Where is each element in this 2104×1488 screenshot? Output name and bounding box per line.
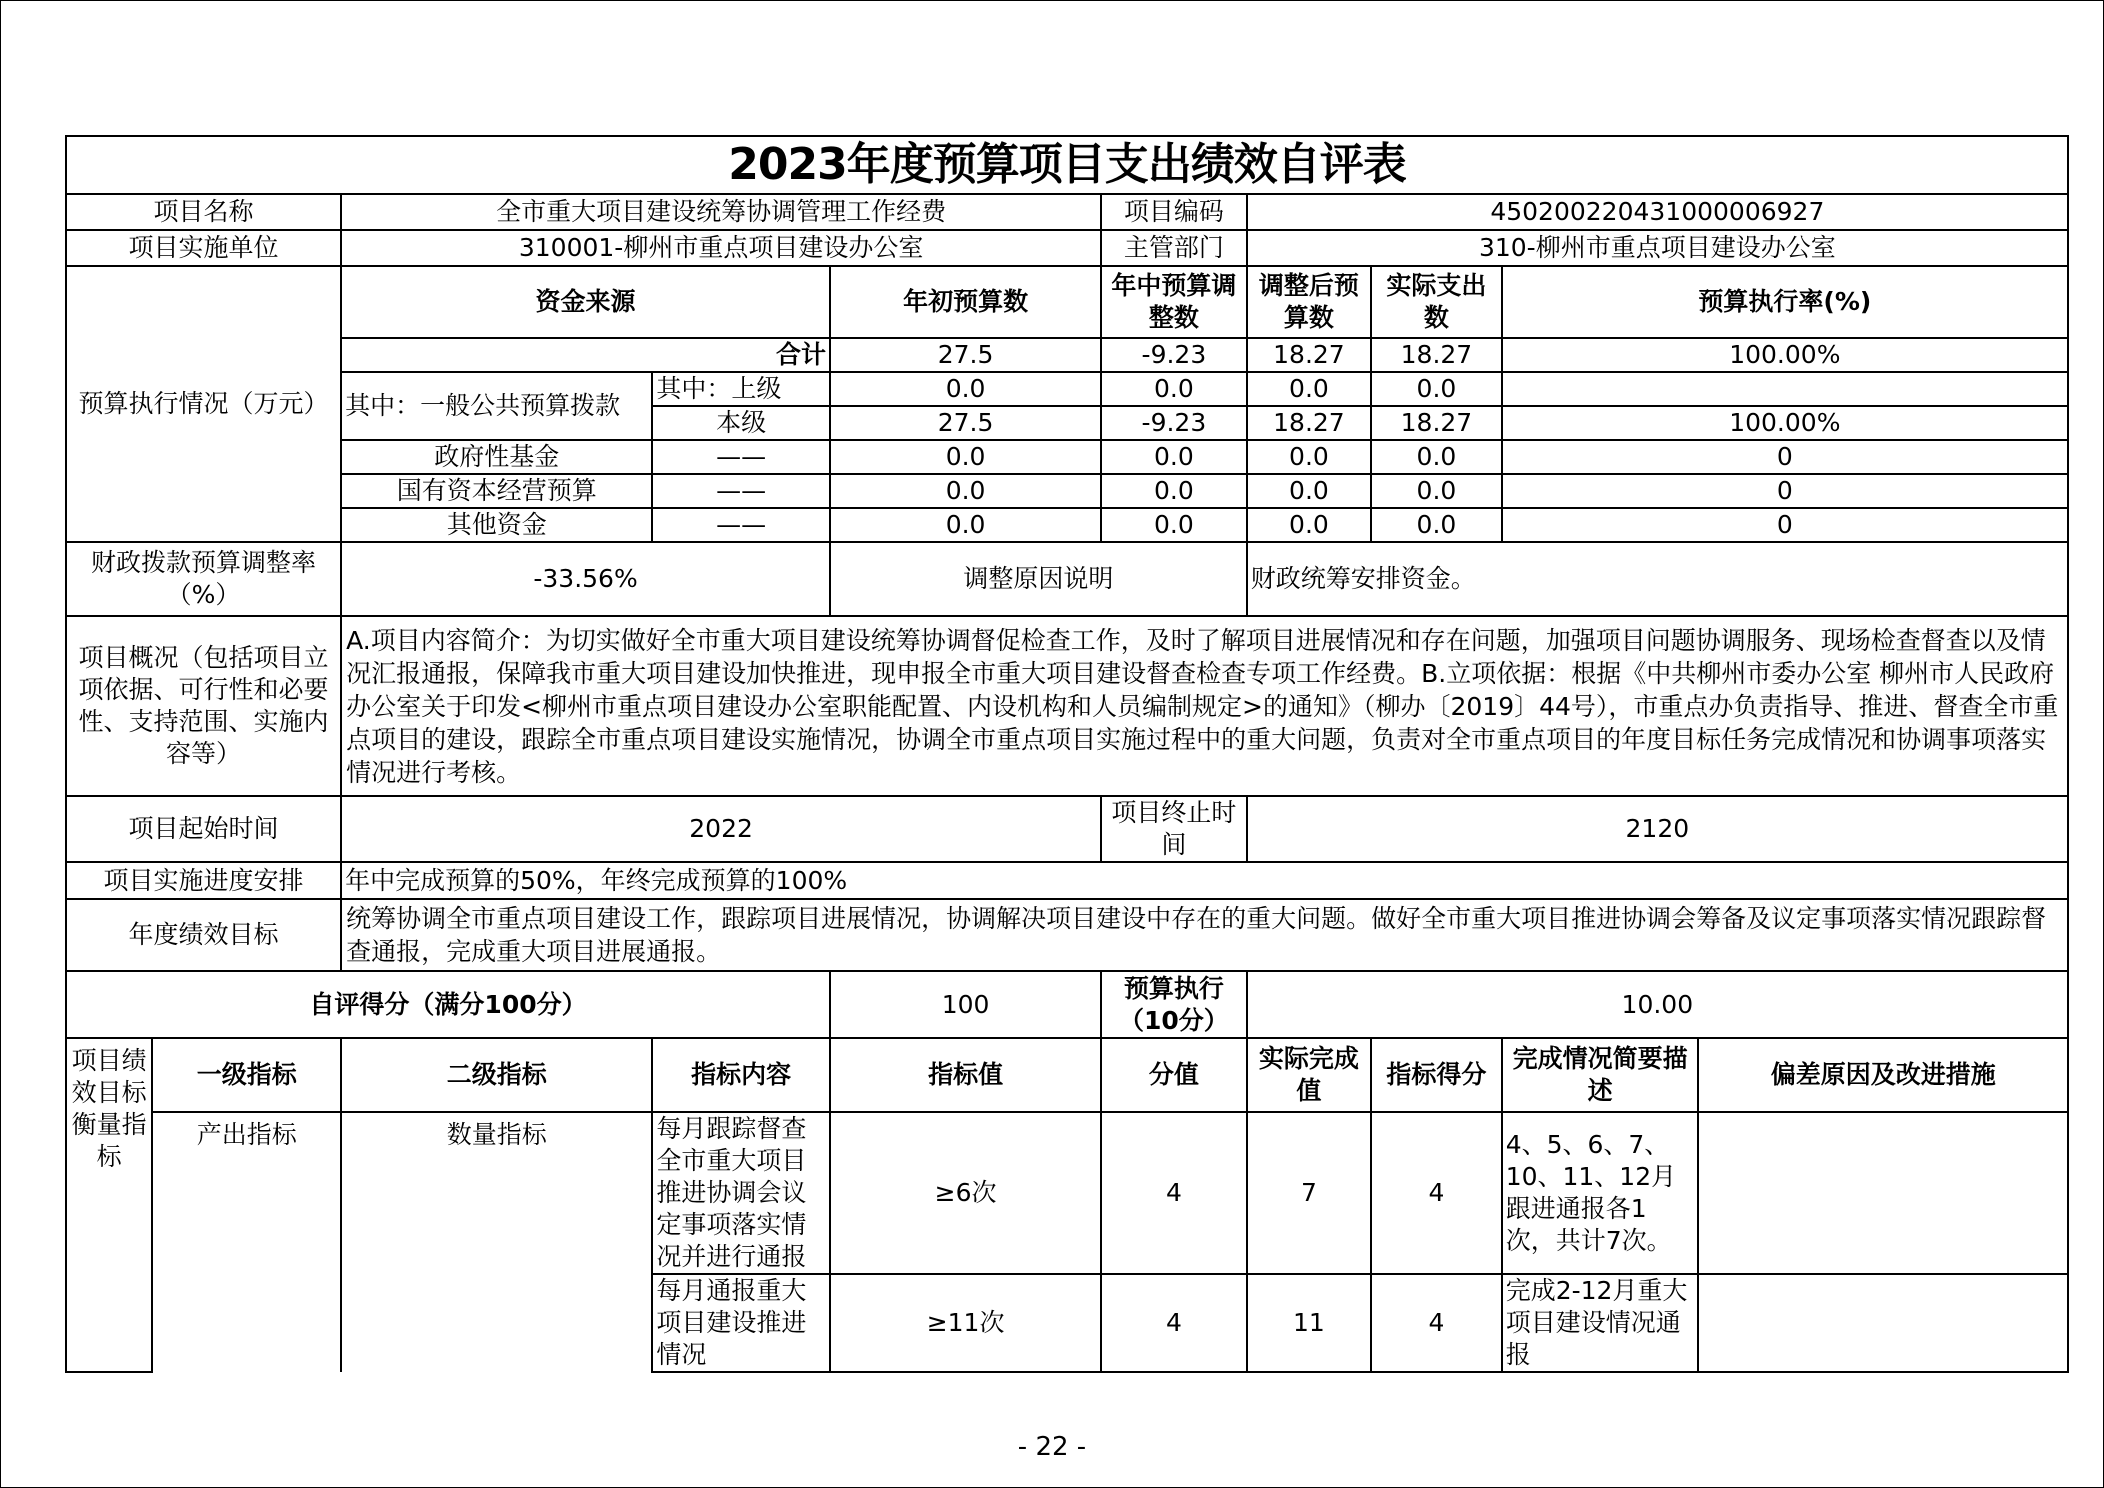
other-fund-initial: 0.0 [830, 508, 1101, 542]
project-code: 450200220431000006927 [1247, 194, 2068, 230]
project-unit-label: 项目实施单位 [66, 230, 341, 266]
state-capital-rate: 0 [1502, 474, 2068, 508]
indicator-summary: 完成2-12月重大项目建设情况通报 [1502, 1274, 1699, 1372]
gov-fund-dash: —— [652, 440, 830, 474]
header-value: 指标值 [830, 1038, 1101, 1112]
upper-adjusted: 0.0 [1247, 372, 1371, 406]
header-score: 指标得分 [1371, 1038, 1502, 1112]
header-deviation: 偏差原因及改进措施 [1698, 1038, 2068, 1112]
header-weight: 分值 [1101, 1038, 1247, 1112]
indicator-value: ≥6次 [830, 1112, 1101, 1274]
total-adjusted: 18.27 [1247, 338, 1371, 372]
gov-fund-adjusted: 0.0 [1247, 440, 1371, 474]
state-capital-initial: 0.0 [830, 474, 1101, 508]
gov-fund-rate: 0 [1502, 440, 2068, 474]
indicator-weight: 4 [1101, 1274, 1247, 1372]
local-rate: 100.00% [1502, 406, 2068, 440]
other-fund-label: 其他资金 [341, 508, 652, 542]
upper-mid-adjust: 0.0 [1101, 372, 1247, 406]
state-capital-label: 国有资本经营预算 [341, 474, 652, 508]
total-mid-adjust: -9.23 [1101, 338, 1247, 372]
project-name: 全市重大项目建设统筹协调管理工作经费 [341, 194, 1101, 230]
general-budget-label: 其中：一般公共预算拨款 [341, 372, 652, 440]
adjust-reason-label: 调整原因说明 [830, 542, 1247, 616]
project-code-label: 项目编码 [1101, 194, 1247, 230]
header-mid-adjust: 年中预算调整数 [1101, 266, 1247, 338]
header-source: 资金来源 [341, 266, 830, 338]
indicator-summary: 4、5、6、7、10、11、12月跟进通报各1次，共计7次。 [1502, 1112, 1699, 1274]
other-fund-adjusted: 0.0 [1247, 508, 1371, 542]
state-capital-mid-adjust: 0.0 [1101, 474, 1247, 508]
local-mid-adjust: -9.23 [1101, 406, 1247, 440]
adjust-rate-value: -33.56% [341, 542, 830, 616]
gov-fund-actual: 0.0 [1371, 440, 1502, 474]
indicator-section-label: 项目绩效目标衡量指标 [66, 1038, 152, 1372]
header-level1: 一级指标 [152, 1038, 341, 1112]
progress-text: 年中完成预算的50%，年终完成预算的100% [341, 862, 2068, 899]
gov-fund-initial: 0.0 [830, 440, 1101, 474]
state-capital-dash: —— [652, 474, 830, 508]
level2-indicator: 数量指标 [341, 1112, 652, 1372]
upper-initial: 0.0 [830, 372, 1101, 406]
indicator-deviation [1698, 1274, 2068, 1372]
end-time: 2120 [1247, 796, 2068, 862]
header-adjusted: 调整后预算数 [1247, 266, 1371, 338]
start-time-label: 项目起始时间 [66, 796, 341, 862]
other-fund-rate: 0 [1502, 508, 2068, 542]
state-capital-actual: 0.0 [1371, 474, 1502, 508]
local-actual: 18.27 [1371, 406, 1502, 440]
page-number: - 22 - [1017, 1432, 1087, 1462]
indicator-deviation [1698, 1112, 2068, 1274]
performance-table [65, 135, 2069, 1373]
other-fund-actual: 0.0 [1371, 508, 1502, 542]
local-initial: 27.5 [830, 406, 1101, 440]
indicator-score: 4 [1371, 1274, 1502, 1372]
goal-label: 年度绩效目标 [66, 899, 341, 971]
header-initial: 年初预算数 [830, 266, 1101, 338]
header-rate: 预算执行率(%) [1502, 266, 2068, 338]
indicator-value: ≥11次 [830, 1274, 1101, 1372]
progress-label: 项目实施进度安排 [66, 862, 341, 899]
budget-exec-label: 预算执行（10分） [1101, 971, 1247, 1038]
header-level2: 二级指标 [341, 1038, 652, 1112]
local-adjusted: 18.27 [1247, 406, 1371, 440]
header-content: 指标内容 [652, 1038, 830, 1112]
state-capital-adjusted: 0.0 [1247, 474, 1371, 508]
total-actual: 18.27 [1371, 338, 1502, 372]
self-score-label: 自评得分（满分100分） [66, 971, 830, 1038]
upper-actual: 0.0 [1371, 372, 1502, 406]
indicator-content: 每月跟踪督查全市重大项目推进协调会议定事项落实情况并进行通报 [652, 1112, 830, 1274]
indicator-weight: 4 [1101, 1112, 1247, 1274]
gov-fund-label: 政府性基金 [341, 440, 652, 474]
adjust-rate-label: 财政拨款预算调整率（%） [66, 542, 341, 616]
start-time: 2022 [341, 796, 1101, 862]
header-actual: 实际支出数 [1371, 266, 1502, 338]
header-summary: 完成情况简要描述 [1502, 1038, 1699, 1112]
budget-section-label: 预算执行情况（万元） [66, 266, 341, 542]
upper-label: 其中：上级 [652, 372, 830, 406]
header-actual-value: 实际完成值 [1247, 1038, 1371, 1112]
local-label: 本级 [652, 406, 830, 440]
level1-indicator: 产出指标 [152, 1112, 341, 1372]
page-title: 2023年度预算项目支出绩效自评表 [66, 136, 2068, 194]
self-score-value: 100 [830, 971, 1101, 1038]
budget-exec-value: 10.00 [1247, 971, 2068, 1038]
indicator-content: 每月通报重大项目建设推进情况 [652, 1274, 830, 1372]
overview-label: 项目概况（包括项目立项依据、可行性和必要性、支持范围、实施内容等） [66, 616, 341, 796]
total-label: 合计 [341, 338, 830, 372]
project-dept: 310-柳州市重点项目建设办公室 [1247, 230, 2068, 266]
adjust-reason: 财政统筹安排资金。 [1247, 542, 2068, 616]
indicator-score: 4 [1371, 1112, 1502, 1274]
other-fund-dash: —— [652, 508, 830, 542]
end-time-label: 项目终止时间 [1101, 796, 1247, 862]
upper-rate [1502, 372, 2068, 406]
gov-fund-mid-adjust: 0.0 [1101, 440, 1247, 474]
project-dept-label: 主管部门 [1101, 230, 1247, 266]
indicator-actual: 11 [1247, 1274, 1371, 1372]
project-name-label: 项目名称 [66, 194, 341, 230]
goal-text: 统筹协调全市重点项目建设工作，跟踪项目进展情况，协调解决项目建设中存在的重大问题。做好全市重大项目推进协调会筹备及议定事项落实情况跟踪督查通报，完成重大项目进展通报。 [341, 899, 2068, 971]
indicator-actual: 7 [1247, 1112, 1371, 1274]
project-unit: 310001-柳州市重点项目建设办公室 [341, 230, 1101, 266]
other-fund-mid-adjust: 0.0 [1101, 508, 1247, 542]
overview-text: A.项目内容简介：为切实做好全市重大项目建设统筹协调督促检查工作，及时了解项目进展情况和存在问题，加强项目问题协调服务、现场检查督查以及情况汇报通报，保障我市重大项目建设加快推进，现申报全市重大项目建设督查检查专项工作经费。B.立项依据：根据《中共柳州市委办公室 柳州市人民政府办公室关于印发<柳州市重点项目建设办公室职能配置、内设机构和人员编制规定>的通知》（柳办〔2019〕44号），市重点办负责指导、推进、督查全市重点项目的建设，跟踪全市重点项目建设实施情况，协调全市重点项目实施过程中的重大问题，负责对全市重点项目的年度目标任务完成情况和协调事项落实情况进行考核。 [341, 616, 2068, 796]
total-rate: 100.00% [1502, 338, 2068, 372]
total-initial: 27.5 [830, 338, 1101, 372]
